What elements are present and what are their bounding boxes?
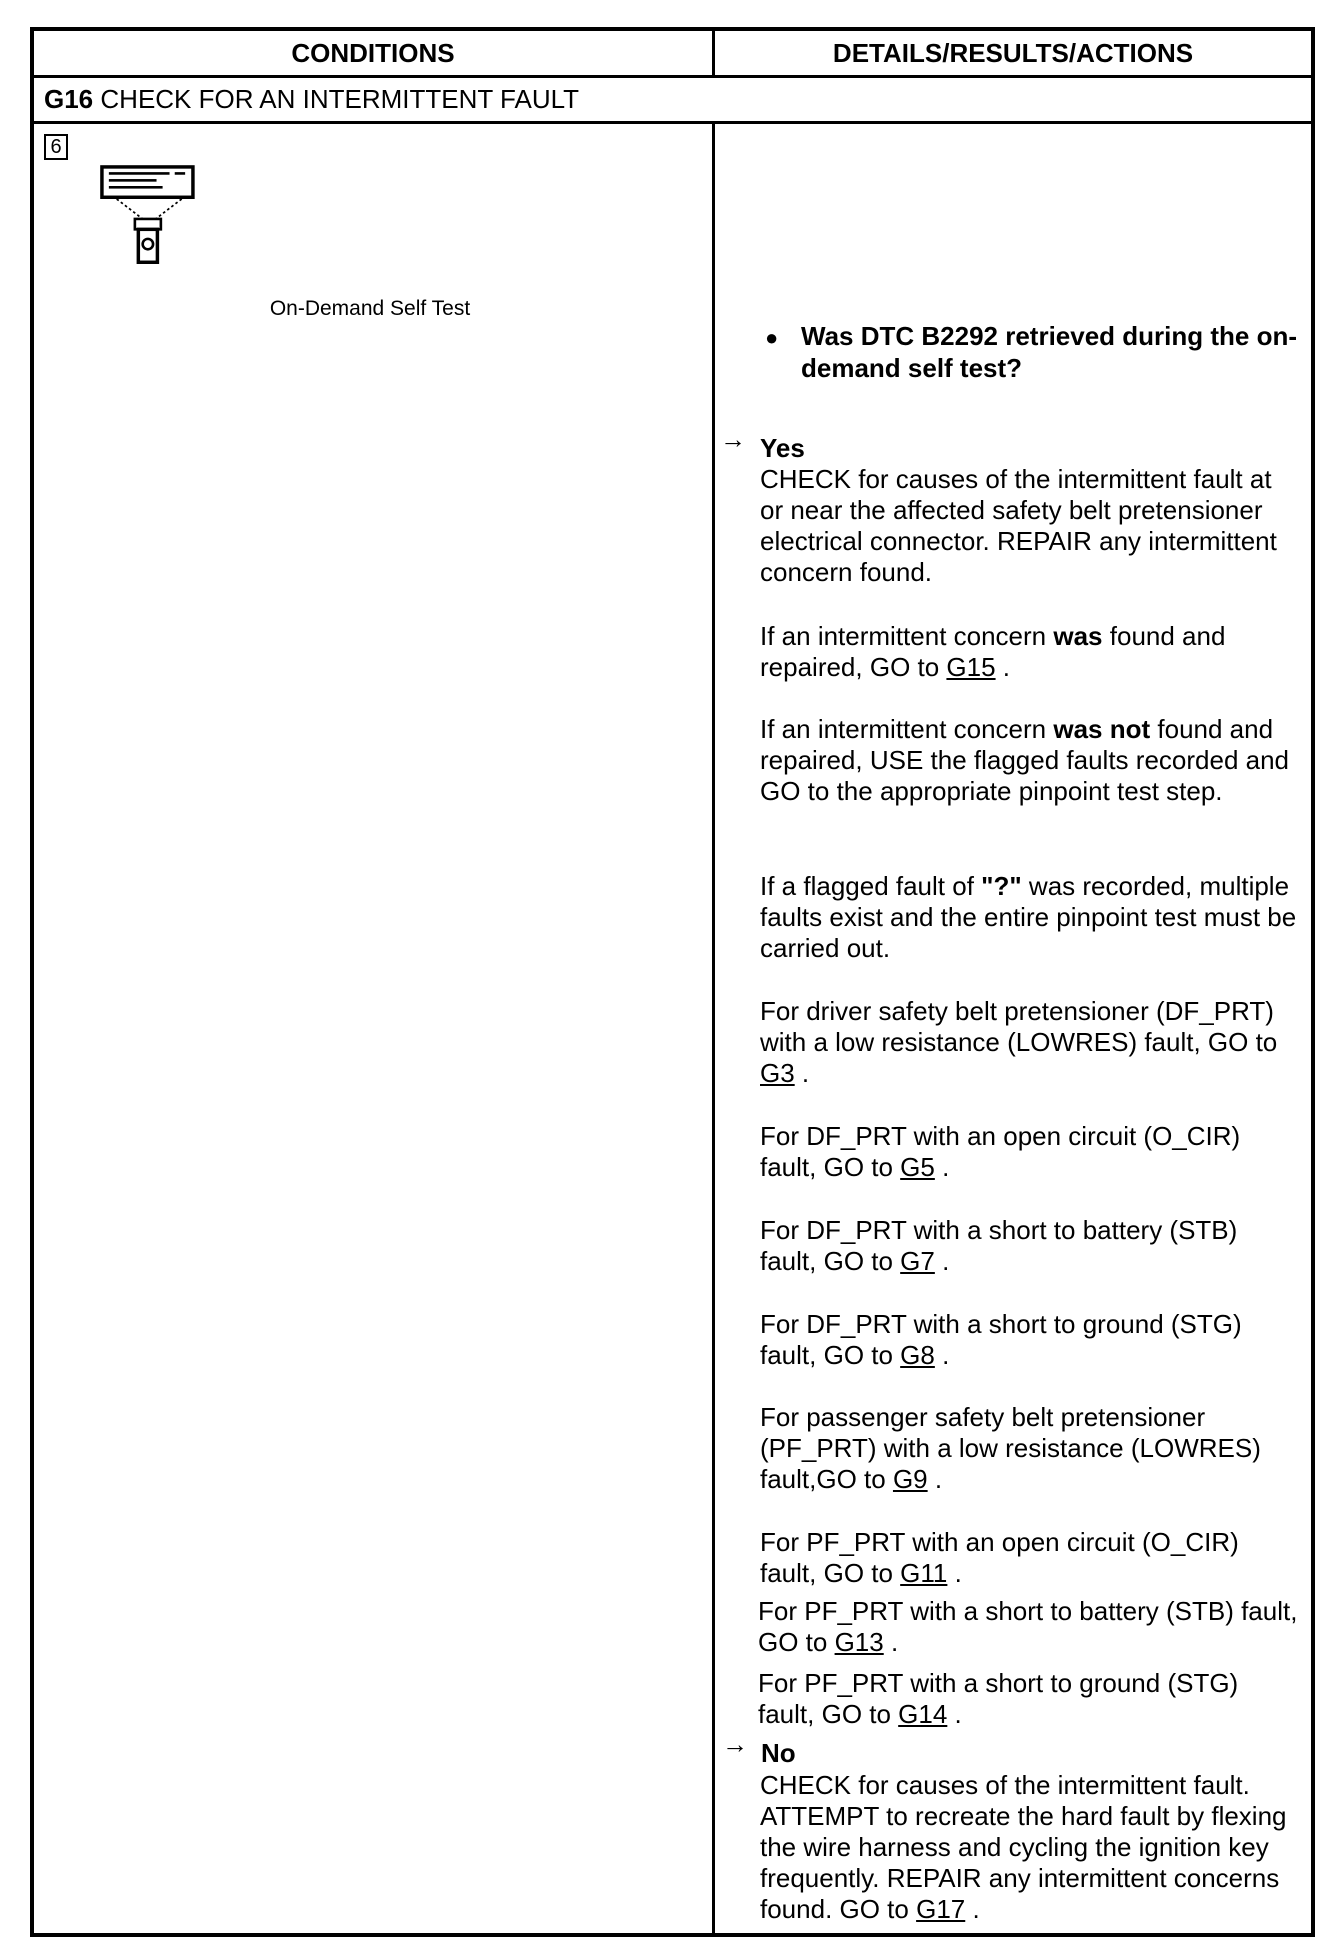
yes-label: Yes xyxy=(760,433,805,463)
step-code: G16 xyxy=(44,84,94,114)
p6-period: . xyxy=(934,1152,950,1182)
step-title-row xyxy=(34,78,1311,124)
p4-text-a: If a flagged fault of xyxy=(760,871,982,901)
yes-paragraph-11 xyxy=(758,1596,1298,1658)
no-arrow: → xyxy=(722,1729,748,1759)
tool-caption: On-Demand Self Test xyxy=(269,297,471,320)
yes-paragraph-8 xyxy=(760,1309,1300,1371)
p6-text: For DF_PRT with an open circuit (O_CIR) fault, GO to xyxy=(760,1121,1241,1182)
header-divider xyxy=(712,31,715,75)
p3-bold: was not xyxy=(1053,714,1151,744)
table-header xyxy=(34,31,1311,78)
p7-period: . xyxy=(934,1246,950,1276)
yes-paragraph-1: CHECK for causes of the intermittent fault at or near the affected safety belt pretensioner electrical connector. REPAIR any intermittent concern found. xyxy=(760,464,1277,587)
link-g15[interactable]: G15 xyxy=(946,652,996,682)
yes-paragraph-9 xyxy=(760,1402,1305,1495)
question-text: Was DTC B2292 retrieved during the on-demand self test? xyxy=(801,321,1298,383)
p8-text: For DF_PRT with a short to ground (STG) fault, GO to xyxy=(760,1309,1242,1370)
p2-bold: was xyxy=(1053,621,1103,651)
yes-paragraph-2 xyxy=(760,621,1300,683)
p8-period: . xyxy=(934,1340,950,1370)
p5-period: . xyxy=(794,1058,810,1088)
p10-text: For PF_PRT with an open circuit (O_CIR) fault, GO to xyxy=(760,1527,1239,1588)
p12-period: . xyxy=(947,1699,962,1729)
p4-bold: "?" xyxy=(981,871,1022,901)
p3-text-c: found and repaired, USE the flagged faults recorded and GO to the appropriate pinpoint test step. xyxy=(760,714,1290,806)
yes-paragraph-6 xyxy=(760,1121,1300,1183)
no-period: . xyxy=(965,1894,980,1924)
p7-text: For DF_PRT with a short to battery (STB) fault, GO to xyxy=(760,1215,1238,1276)
no-text: CHECK for causes of the intermittent fault. ATTEMPT to recreate the hard fault by flexing the wire harness and cycling the ignition key frequently. REPAIR any intermittent concerns found. GO to xyxy=(760,1770,1287,1924)
p3-text-a: If an intermittent concern xyxy=(760,714,1054,744)
yes-paragraph-12 xyxy=(758,1668,1298,1730)
p9-period: . xyxy=(927,1464,943,1494)
yes-paragraph-7 xyxy=(760,1215,1300,1277)
scan-tool-icon xyxy=(95,160,225,290)
link-g11[interactable]: G11 xyxy=(900,1558,948,1588)
link-g17[interactable]: G17 xyxy=(916,1894,966,1924)
link-g5[interactable]: G5 xyxy=(900,1152,935,1182)
link-g13[interactable]: G13 xyxy=(834,1627,884,1657)
p2-text-a: If an intermittent concern xyxy=(760,621,1054,651)
p4-text-c: was recorded, multiple faults exist and the entire pinpoint test must be carried out. xyxy=(760,871,1297,963)
p11-text: For PF_PRT with a short to battery (STB) fault, GO to xyxy=(758,1596,1298,1657)
yes-paragraph-10 xyxy=(760,1527,1300,1589)
link-g3[interactable]: G3 xyxy=(760,1058,795,1088)
yes-paragraph-5 xyxy=(760,996,1305,1089)
link-g14[interactable]: G14 xyxy=(898,1699,948,1729)
link-g8[interactable]: G8 xyxy=(900,1340,935,1370)
details-header: DETAILS/RESULTS/ACTIONS xyxy=(832,38,1194,68)
conditions-header: CONDITIONS xyxy=(291,38,455,68)
question-bullet: ● xyxy=(765,325,779,350)
no-label: No xyxy=(761,1738,796,1768)
no-paragraph-1 xyxy=(760,1770,1300,1925)
link-g9[interactable]: G9 xyxy=(892,1464,928,1494)
yes-arrow: → xyxy=(720,424,746,454)
p11-period: . xyxy=(883,1627,899,1657)
p12-text: For PF_PRT with a short to ground (STG) fault, GO to xyxy=(758,1668,1239,1729)
step-title: CHECK FOR AN INTERMITTENT FAULT xyxy=(100,84,580,114)
yes-paragraph-3 xyxy=(760,714,1300,807)
p9-text: For passenger safety belt pretensioner (PF_PRT) with a low resistance (LOWRES) fault,GO to xyxy=(760,1402,1261,1494)
yes-paragraph-4 xyxy=(760,871,1300,964)
p5-text: For driver safety belt pretensioner (DF_PRT) with a low resistance (LOWRES) fault, GO to xyxy=(760,996,1278,1057)
p10-period: . xyxy=(947,1558,962,1588)
p2-text-c: found and repaired, GO to xyxy=(760,621,1226,682)
step-number: 6 xyxy=(44,134,68,160)
p2-period: . xyxy=(995,652,1011,682)
link-g7[interactable]: G7 xyxy=(900,1246,935,1276)
column-divider xyxy=(712,124,715,1933)
